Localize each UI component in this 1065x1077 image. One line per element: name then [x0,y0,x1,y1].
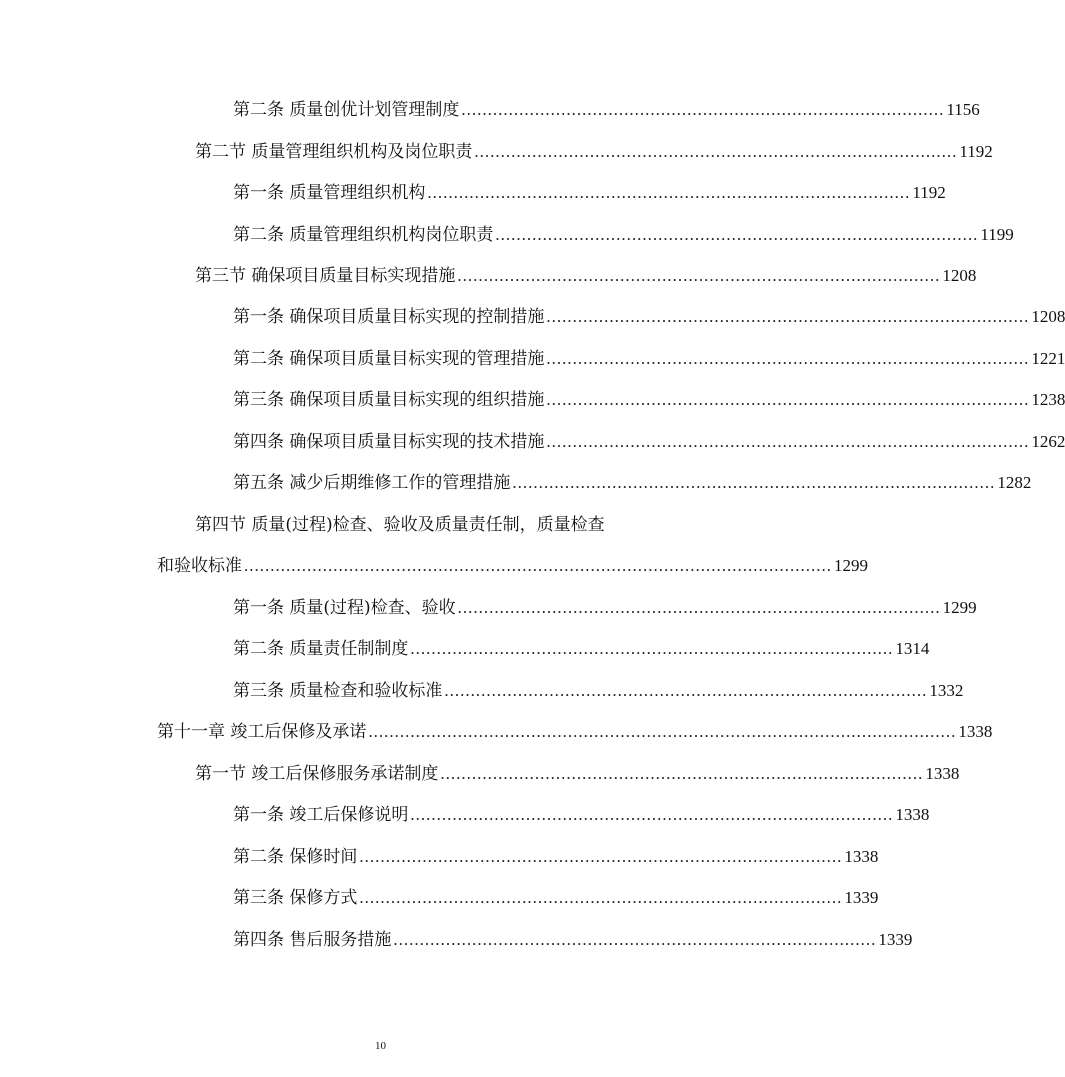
toc-entry-title: 第四条 确保项目质量目标实现的技术措施 [233,432,545,452]
toc-entry-wrapped-line1[interactable]: 第四节 质量(过程)检查、验收及质量责任制，质量检查 [195,515,605,535]
toc-leader: ................................................................................................................ [244,556,832,575]
toc-entry-title: 第三条 质量检查和验收标准 [233,681,443,701]
toc-leader: ............................................................................................ [546,390,1030,409]
toc-entry-title: 第一条 质量(过程)检查、验收 [233,598,456,618]
toc-entry[interactable] [233,593,977,623]
toc-entry[interactable] [233,385,1065,415]
page-number: 10 [375,1040,386,1052]
toc-entry-title: 第二条 质量管理组织机构岗位职责 [233,225,494,245]
toc-entry-title: 第二条 保修时间 [233,847,358,867]
toc-entry-title: 第三条 确保项目质量目标实现的组织措施 [233,390,545,410]
toc-entry[interactable] [233,427,1065,457]
toc-entry[interactable] [233,634,930,664]
toc-leader: ............................................................................................ [457,598,941,617]
toc-leader: ............................................................................................ [410,639,894,658]
toc-entry[interactable] [195,137,993,167]
toc-entry-title: 第一节 竣工后保修服务承诺制度 [195,764,439,784]
toc-entry-page: 1199 [980,225,1014,244]
toc-entry-title: 第一条 质量管理组织机构 [233,183,426,203]
toc-entry-page: 1299 [942,598,977,617]
toc-entry-page: 1338 [844,847,879,866]
toc-entry-page: 1208 [1031,307,1065,326]
toc-leader: ............................................................................................ [546,349,1030,368]
toc-entry-page: 1192 [959,142,993,161]
toc-leader: ............................................................................................ [393,930,877,949]
toc-entry[interactable] [233,800,930,830]
toc-entry[interactable] [157,551,868,581]
toc-entry-page: 1299 [834,556,868,575]
toc-entry-page: 1332 [929,681,964,700]
toc-entry-title: 第十一章 竣工后保修及承诺 [157,722,367,742]
toc-leader: ............................................................................................ [410,805,894,824]
toc-entry-page: 1238 [1031,390,1065,409]
toc-leader: ............................................................................................ [512,473,996,492]
toc-entry-title: 第二条 质量责任制制度 [233,639,409,659]
toc-entry-page: 1338 [958,722,993,741]
toc-leader: ............................................................................................ [444,681,928,700]
toc-entry-title: 第一条 竣工后保修说明 [233,805,409,825]
toc-leader: ............................................................................................ [457,266,941,285]
toc-entry[interactable] [233,883,879,913]
toc-entry[interactable] [233,925,913,955]
toc-entry[interactable] [233,178,946,208]
toc-entry-page: 1262 [1031,432,1065,451]
toc-entry-title: 第四条 售后服务措施 [233,930,392,950]
toc-entry-page: 1282 [997,473,1032,492]
toc-entry-title: 第三节 确保项目质量目标实现措施 [195,266,456,286]
toc-entry-title: 第二节 质量管理组织机构及岗位职责 [195,142,473,162]
toc-leader: ............................................................................................ [427,183,911,202]
toc-entry-page: 1221 [1031,349,1065,368]
toc-entry-page: 1339 [878,930,913,949]
toc-leader: ............................................................................................ [546,432,1030,451]
toc-leader: ............................................................................................ [359,888,843,907]
toc-entry[interactable] [233,220,1014,250]
toc-entry[interactable] [195,261,977,291]
toc-entry-page: 1338 [925,764,960,783]
toc-entry[interactable] [195,759,960,789]
toc-entry-title: 第一条 确保项目质量目标实现的控制措施 [233,307,545,327]
toc-entry[interactable] [233,842,879,872]
toc-entry-title: 第二条 质量创优计划管理制度 [233,100,460,120]
toc-entry-page: 1192 [912,183,946,202]
toc-leader: ............................................................................................ [495,225,979,244]
toc-leader: ............................................................................................ [461,100,945,119]
toc-entry[interactable] [157,717,993,747]
toc-entry-page: 1314 [895,639,930,658]
toc-entry-page: 1208 [942,266,977,285]
toc-entry-title: 第三条 保修方式 [233,888,358,908]
toc-entry-title: 第五条 减少后期维修工作的管理措施 [233,473,511,493]
toc-entry-title: 第二条 确保项目质量目标实现的管理措施 [233,349,545,369]
toc-entry[interactable] [233,302,1065,332]
toc-entry[interactable] [233,95,980,125]
toc-entry[interactable] [233,344,1065,374]
toc-leader: ............................................................................................ [546,307,1030,326]
toc-leader: ............................................................................................ [359,847,843,866]
toc-entry-page: 1339 [844,888,879,907]
toc-entry[interactable] [233,676,964,706]
toc-entry-page: 1156 [946,100,980,119]
toc-leader: ................................................................................................................ [368,722,957,741]
toc-entry-page: 1338 [895,805,930,824]
toc-entry-title: 和验收标准 [157,556,242,576]
toc-entry[interactable] [233,468,1032,498]
toc-leader: ............................................................................................ [440,764,924,783]
toc-leader: ............................................................................................ [474,142,958,161]
